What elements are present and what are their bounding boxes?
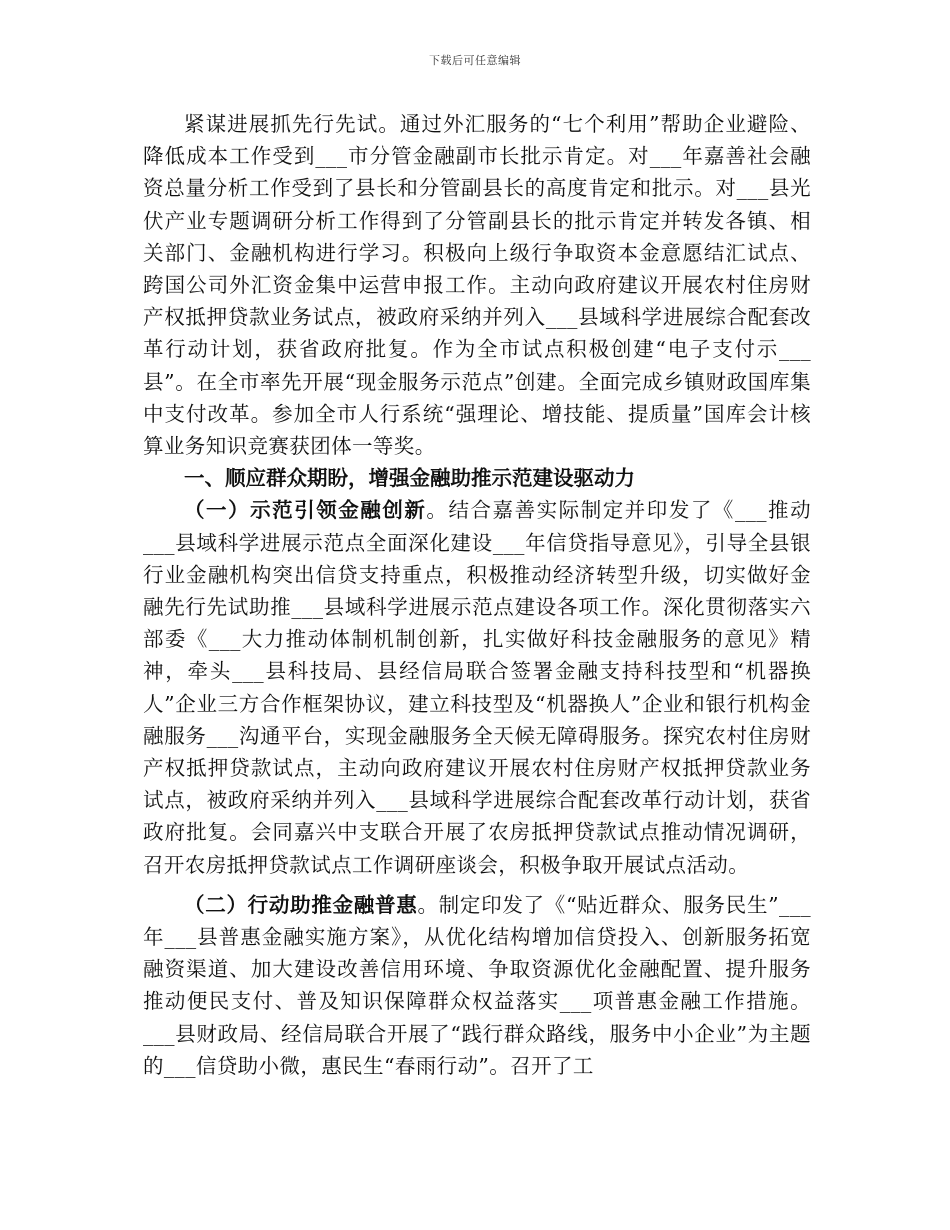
document-body	[143, 108, 811, 1082]
paragraph-demo-innovation-body: 。结合嘉善实际制定并印发了《___推动___县域科学进展示范点全面深化建设___年信贷指导意见》，引导全县银行业金融机构突出信贷支持重点，积极推动经济转型升级，切实做好金融先行先试助推___县域科学进展示范点建设各项工作。深化贯彻落实六部委《___大力推动体制机制创新，扎实做好科技金融服务的意见》精神，牵头___县科技局、县经信局联合签署金融支持科技型和“机器换人”企业三方合作框架协议，建立科技型及“机器换人”企业和银行机构金融服务___沟通平台，实现金融服务全天候无障碍服务。探究农村住房财产权抵押贷款试点，主动向政府建议开展农村住房财产权抵押贷款业务试点，被政府采纳并列入___县域科学进展综合配套改革行动计划，获省政府批复。会同嘉兴中支联合开展了农房抵押贷款试点推动情况调研，召开农房抵押贷款试点工作调研座谈会，积极争取开展试点活动。	[143, 498, 811, 877]
subheading-inclusive-finance: （二）行动助推金融普惠	[184, 892, 418, 917]
page-header: 下载后可任意编辑	[429, 54, 521, 67]
paragraph-inclusive-finance	[143, 889, 811, 1082]
paragraph-intro: 紧谋进展抓先行先试。通过外汇服务的“七个利用”帮助企业避险、降低成本工作受到___市分管金融副市长批示肯定。对___年嘉善社会融资总量分析工作受到了县长和分管副县长的高度肯定和批示。对___县光伏产业专题调研分析工作得到了分管副县长的批示肯定并转发各镇、相关部门、金融机构进行学习。积极向上级行争取资本金意愿结汇试点、跨国公司外汇资金集中运营申报工作。主动向政府建议开展农村住房财产权抵押贷款业务试点，被政府采纳并列入___县域科学进展综合配套改革行动计划，获省政府批复。作为全市试点积极创建“电子支付示___县”。在全市率先开展“现金服务示范点”创建。全面完成乡镇财政国库集中支付改革。参加全市人行系统“强理论、增技能、提质量”国库会计核算业务知识竞赛获团体一等奖。	[143, 112, 811, 459]
section-heading: 一、顺应群众期盼，增强金融助推示范建设驱动力	[184, 466, 635, 491]
paragraph-demo-innovation	[143, 494, 811, 880]
subheading-demo-innovation: （一）示范引领金融创新	[184, 498, 427, 523]
paragraph-inclusive-finance-body: 。制定印发了《“贴近群众、服务民生”___年___县普惠金融实施方案》，从优化结构增加信贷投入、创新服务拓宽融资渠道、加大建设改善信用环境、争取资源优化金融配置、提升服务推动便民支付、普及知识保障群众权益落实___项普惠金融工作措施。___县财政局、经信局联合开展了“践行群众路线，服务中小企业”为主题的___信贷助小微，惠民生“春雨行动”。召开了工	[143, 892, 812, 1078]
